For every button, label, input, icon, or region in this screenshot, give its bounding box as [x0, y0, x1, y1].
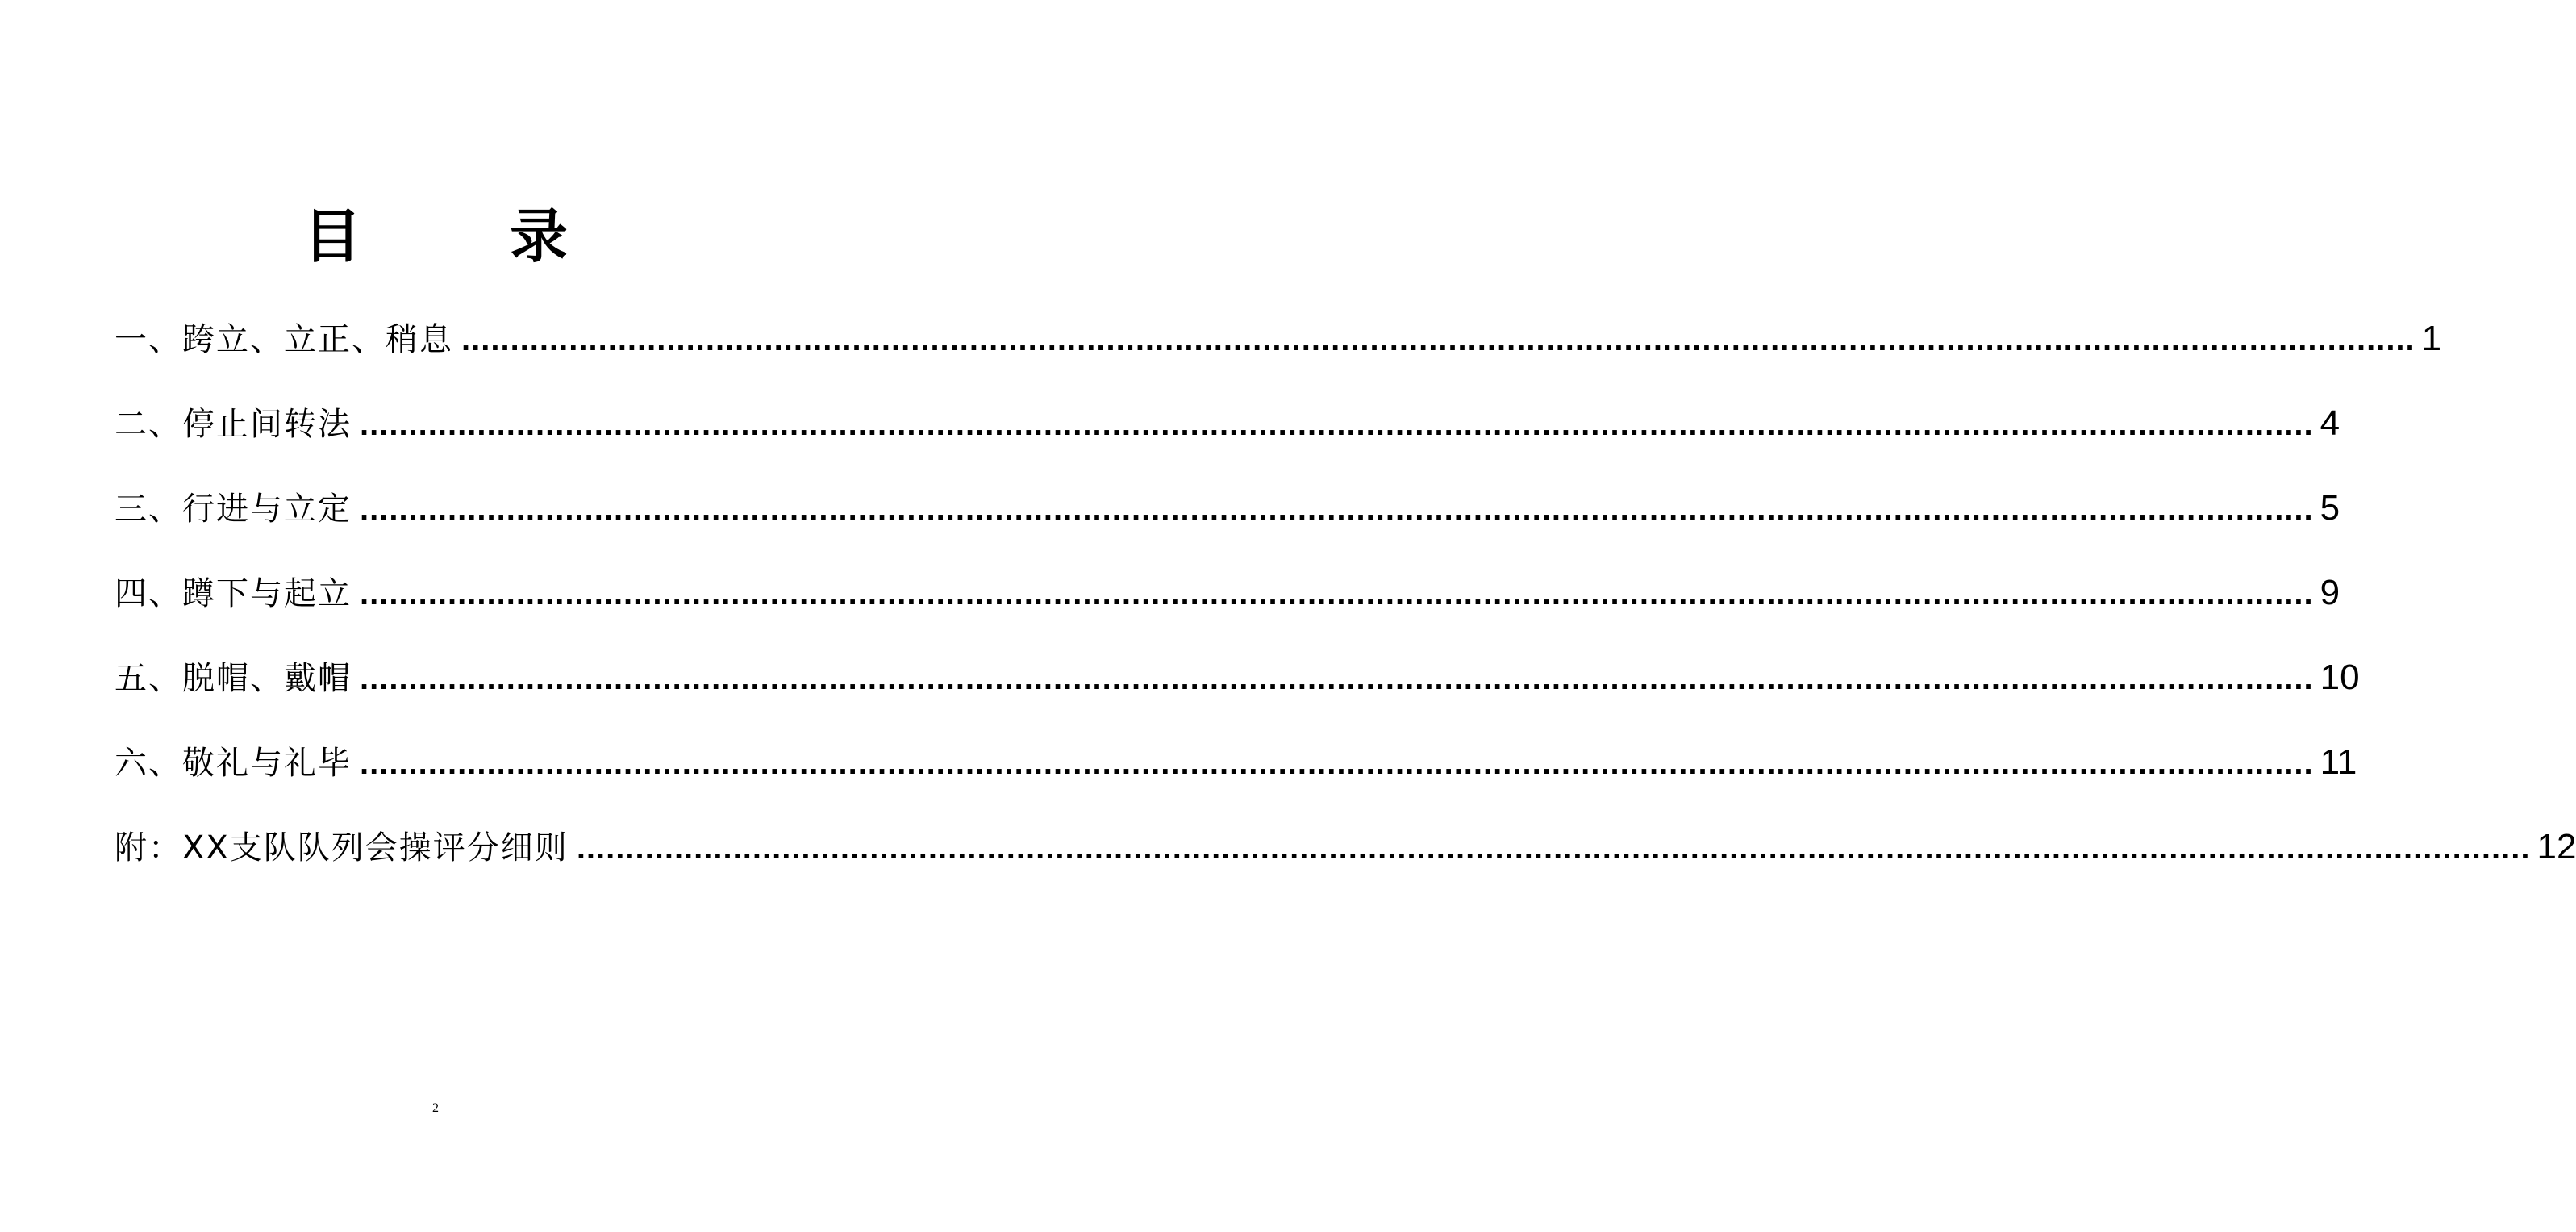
dot-leader: ........................................................................................................................................................................................................ — [360, 407, 2314, 442]
dot-leader: ........................................................................................................................................................................................................ — [360, 576, 2314, 612]
toc-entry-label: 五、脱帽、戴帽 — [115, 660, 352, 697]
toc-entry-label: 三、行进与立定 — [115, 491, 352, 528]
dot-leader: ........................................................................................................................................................................................................ — [461, 322, 2416, 357]
toc-entry-label: 六、敬礼与礼毕 — [115, 745, 352, 782]
toc-entry-page: 11 — [2320, 742, 2357, 782]
toc-entry-page: 1 — [2421, 319, 2442, 358]
dot-leader: ........................................................................................................................................................................................................ — [360, 491, 2314, 527]
dot-leader: ........................................................................................................................................................................................................ — [360, 661, 2314, 696]
toc-entry-label: 一、跨立、立正、稍息 — [115, 321, 453, 358]
toc-entry-page: 4 — [2320, 403, 2340, 443]
table-of-contents — [115, 310, 2576, 903]
dot-leader: ........................................................................................................................................................................................................ — [576, 830, 2531, 866]
footer-page-number: 2 — [432, 1101, 439, 1115]
toc-entry-label: 二、停止间转法 — [115, 406, 352, 443]
toc-entry-label: 四、蹲下与起立 — [115, 575, 352, 612]
toc-entry-label: 附：XX支队队列会操评分细则 — [115, 829, 569, 867]
toc-entry-3[interactable] — [115, 479, 2340, 564]
toc-entry-5[interactable] — [115, 649, 2360, 733]
toc-entry-page: 5 — [2320, 488, 2340, 528]
toc-entry-4[interactable] — [115, 564, 2340, 649]
toc-title: 目 录 — [302, 202, 613, 270]
toc-entry-6[interactable] — [115, 733, 2357, 818]
toc-entry-page: 12 — [2536, 827, 2576, 867]
toc-entry-appendix[interactable] — [115, 818, 2576, 903]
dot-leader: ........................................................................................................................................................................................................ — [360, 745, 2314, 781]
toc-entry-page: 10 — [2320, 658, 2360, 697]
toc-entry-1[interactable] — [115, 310, 2442, 395]
toc-entry-2[interactable] — [115, 395, 2340, 479]
toc-entry-page: 9 — [2320, 573, 2340, 612]
